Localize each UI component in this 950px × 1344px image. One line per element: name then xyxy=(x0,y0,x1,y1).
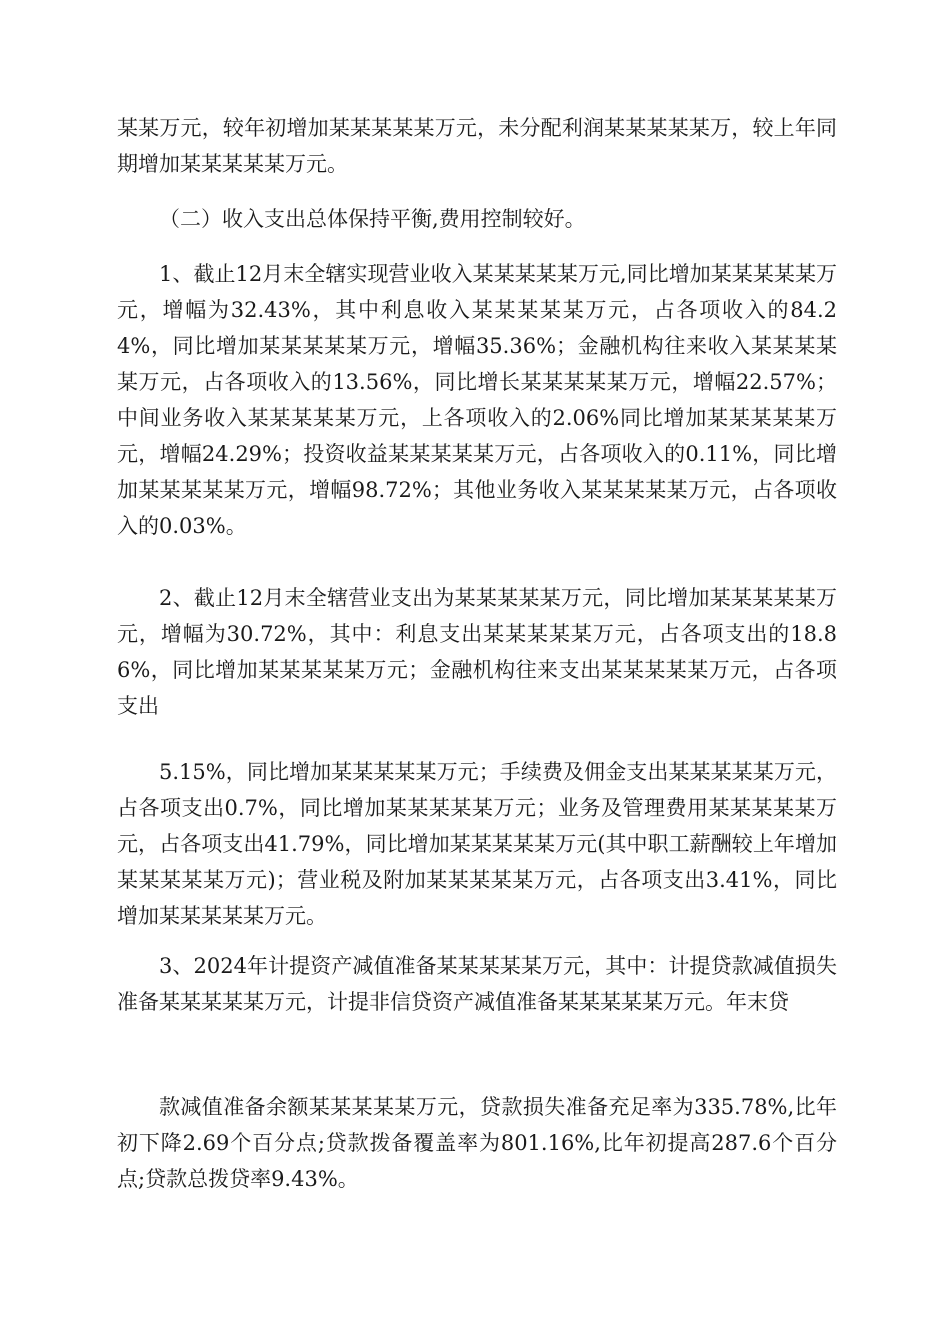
paragraph-operating-expense: 2、截止12月末全辖营业支出为某某某某某万元，同比增加某某某某某万元，增幅为30.72%，其中：利息支出某某某某某万元，占各项支出的18.86%，同比增加某某某某某万元；金融机构往来支出某某某某某万元，占各项支出 xyxy=(117,586,837,718)
paragraph-operating-income: 1、截止12月末全辖实现营业收入某某某某某万元,同比增加某某某某某万元，增幅为32.43%，其中利息收入某某某某某万元，占各项收入的84.24%，同比增加某某某某某万元，增幅35.36%；金融机构往来收入某某某某某万元，占各项收入的13.56%，同比增长某某某某某万元，增幅22.57%；中间业务收入某某某某某万元，上各项收入的2.06%同比增加某某某某某万元，增幅24.29%；投资收益某某某某某万元，占各项收入的0.11%，同比增加某某某某某万元，增幅98.72%；其他业务收入某某某某某万元，占各项收入的0.03%。 xyxy=(117,262,837,538)
paragraph-impairment-provision: 3、2024年计提资产减值准备某某某某某万元，其中：计提贷款减值损失准备某某某某某万元，计提非信贷资产减值准备某某某某某万元。年末贷 xyxy=(117,954,837,1014)
paragraph-loan-loss-ratios: 款减值准备余额某某某某某万元，贷款损失准备充足率为335.78%,比年初下降2.69个百分点;贷款拨备覆盖率为801.16%,比年初提高287.6个百分点;贷款总拨贷率9.43%。 xyxy=(117,1095,837,1191)
paragraph-profit-summary: 某某万元，较年初增加某某某某某万元，未分配利润某某某某某万，较上年同期增加某某某某某万元。 xyxy=(117,116,837,176)
section-heading-income-expense: （二）收入支出总体保持平衡,费用控制较好。 xyxy=(159,207,586,231)
paragraph-expense-breakdown: 5.15%，同比增加某某某某某万元；手续费及佣金支出某某某某某万元，占各项支出0.7%，同比增加某某某某某万元；业务及管理费用某某某某某万元，占各项支出41.79%，同比增加某某某某某万元(其中职工薪酬较上年增加某某某某某万元)；营业税及附加某某某某某万元，占各项支出3.41%，同比增加某某某某某万元。 xyxy=(117,760,837,928)
